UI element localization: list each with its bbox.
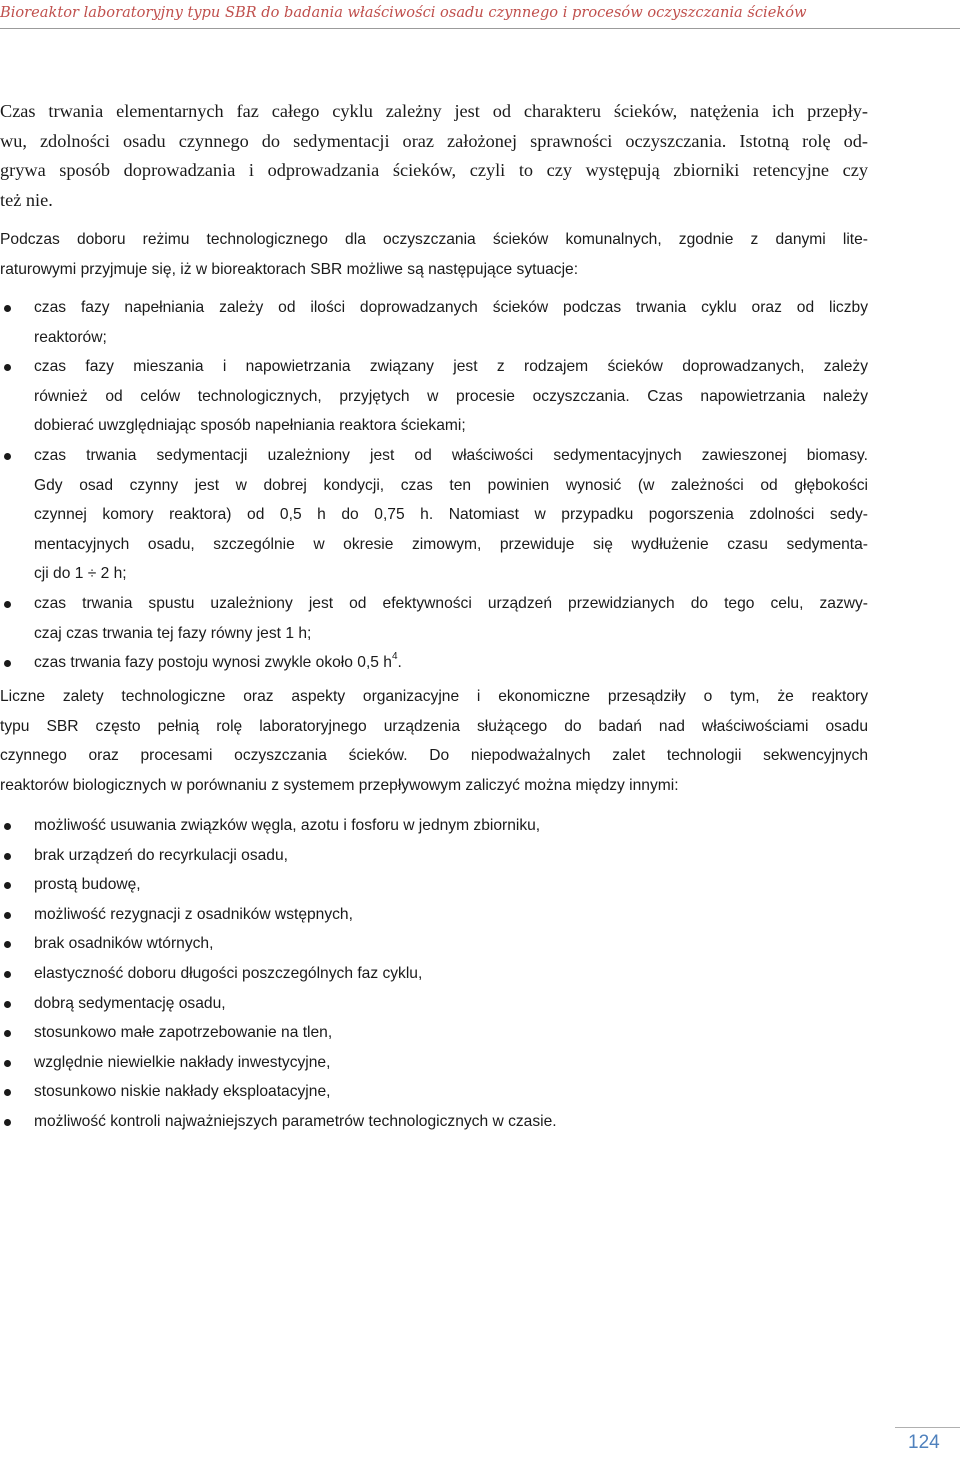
text-line: grywa sposób doprowadzania i odprowadzania ścieków, czyli to czy występują zbiorniki retencyjne czy xyxy=(0,160,868,181)
list-item xyxy=(0,589,868,648)
paragraph-intro xyxy=(0,97,868,215)
text-line: Czas trwania elementarnych faz całego cyklu zależny jest od charakteru ścieków, natężenia ich przepły- xyxy=(0,101,868,121)
text-line: też nie. xyxy=(0,189,53,210)
list-item xyxy=(0,293,868,352)
list-item xyxy=(0,959,868,989)
text-line: reaktorów biologicznych w porównaniu z systemem przepływowym zaliczyć można między innymi: xyxy=(0,776,679,794)
bullet-icon xyxy=(4,1001,11,1008)
paragraph-regime xyxy=(0,225,868,284)
list-item xyxy=(0,841,868,871)
bullet-icon xyxy=(4,453,11,460)
list-item xyxy=(0,1077,868,1107)
text-line: Gdy osad czynny jest w dobrej kondycji, czas ten powinien wynosić (w zależności od głębokości xyxy=(34,476,868,494)
bullet-icon xyxy=(4,941,11,948)
text-line: typu SBR często pełnią rolę laboratoryjnego urządzenia służącego do badań nad właściwościami osadu xyxy=(0,717,868,735)
text-line: możliwość usuwania związków węgla, azotu i fosforu w jednym zbiorniku, xyxy=(34,817,541,834)
bullet-icon xyxy=(4,853,11,860)
list-item xyxy=(0,352,868,441)
text-line: Liczne zalety technologiczne oraz aspekty organizacyjne i ekonomiczne przesądziły o tym, że reaktory xyxy=(0,688,868,705)
text-line: czas trwania fazy postoju wynosi zwykle około 0,5 $h^4$. xyxy=(34,651,402,672)
text-line: czas fazy mieszania i napowietrzania związany jest z rodzajem ścieków doprowadzanych, zależy xyxy=(34,358,868,376)
bullet-icon xyxy=(4,971,11,978)
list-item xyxy=(0,929,868,959)
list-item xyxy=(0,441,868,589)
bullet-icon xyxy=(4,823,11,830)
bullet-icon xyxy=(4,601,11,608)
bullet-icon xyxy=(4,660,11,667)
text-line: wu, zdolności osadu czynnego do sedymentacji oraz założonej sprawności oczyszczania. Istotną rolę od- xyxy=(0,130,868,151)
bullet-icon xyxy=(4,364,11,371)
list-item xyxy=(0,1018,868,1048)
list-item xyxy=(0,900,868,930)
text-line: możliwość rezygnacji z osadników wstępnych, xyxy=(34,905,353,923)
footnote-marker[interactable]: 4 xyxy=(391,651,398,663)
list-item xyxy=(0,648,868,678)
text-line: mentacyjnych osadu, szczególnie w okresie zimowym, przewiduje się wydłużenie czasu sedymenta- xyxy=(34,535,868,553)
sentence-end: . xyxy=(397,654,402,672)
list-item xyxy=(0,989,868,1019)
text-line: czynnej komory reaktora) od 0,5 h do 0,75 h. Natomiast w przypadku pogorszenia zdolności sedy- xyxy=(34,506,868,524)
page-number: 124 xyxy=(908,1432,940,1453)
text-line: czaj czas trwania tej fazy równy jest 1 h; xyxy=(34,624,312,642)
text-line: cji do 1 ÷ 2 h; xyxy=(34,565,127,583)
text-line: również od celów technologicznych, przyjętych w procesie oczyszczania. Czas napowietrzania należy xyxy=(34,387,868,405)
list-item xyxy=(0,870,868,900)
text-line: brak urządzeń do recyrkulacji osadu, xyxy=(34,846,288,864)
text-line: brak osadników wtórnych, xyxy=(34,935,214,953)
bullet-icon xyxy=(4,912,11,919)
text-line: względnie niewielkie nakłady inwestycyjne, xyxy=(34,1053,331,1071)
list-item xyxy=(0,1048,868,1078)
bullet-icon xyxy=(4,1089,11,1096)
bullet-icon xyxy=(4,1030,11,1037)
text-line: prostą budowę, xyxy=(34,876,141,894)
text-line: stosunkowo niskie nakłady eksploatacyjne, xyxy=(34,1083,331,1101)
text-line: reaktorów; xyxy=(34,328,107,346)
footer-divider xyxy=(895,1427,960,1428)
text-line: elastyczność doboru długości poszczególnych faz cyklu, xyxy=(34,964,423,982)
bullet-icon xyxy=(4,305,11,312)
text-line: czas fazy napełniania zależy od ilości doprowadzanych ścieków podczas trwania cyklu oraz od liczby xyxy=(34,299,868,316)
text-line: raturowymi przyjmuje się, iż w bioreaktorach SBR możliwe są następujące sytuacje: xyxy=(0,260,579,278)
phase-duration-list xyxy=(0,293,868,678)
text-line: Podczas doboru reżimu technologicznego dla oczyszczania ścieków komunalnych, zgodnie z danymi lite- xyxy=(0,231,868,248)
bullet-icon xyxy=(4,1119,11,1126)
text-line: czas trwania sedymentacji uzależniony jest od właściwości sedymentacyjnych zawieszonej biomasy. xyxy=(34,446,868,464)
advantages-list xyxy=(0,811,868,1137)
text-line: dobrą sedymentację osadu, xyxy=(34,994,226,1012)
paragraph-advantages xyxy=(0,682,868,800)
text-line: czynnego oraz procesami oczyszczania ścieków. Do niepodważalnych zalet technologii sekwencyjnych xyxy=(0,747,868,765)
text-line: dobierać uwzględniając sposób napełniania reaktora ściekami; xyxy=(34,417,466,435)
running-header: Bioreaktor laboratoryjny typu SBR do badania właściwości osadu czynnego i procesów oczyszczania ścieków xyxy=(0,4,960,29)
list-item xyxy=(0,1107,868,1137)
bullet-icon xyxy=(4,882,11,889)
text-line: możliwość kontroli najważniejszych parametrów technologicznych w czasie. xyxy=(34,1112,557,1130)
list-item xyxy=(0,811,868,841)
bullet-icon xyxy=(4,1060,11,1067)
text-line: czas trwania spustu uzależniony jest od efektywności urządzeń przewidzianych do tego celu, zazwy- xyxy=(34,594,868,612)
text-line: stosunkowo małe zapotrzebowanie na tlen, xyxy=(34,1024,333,1042)
